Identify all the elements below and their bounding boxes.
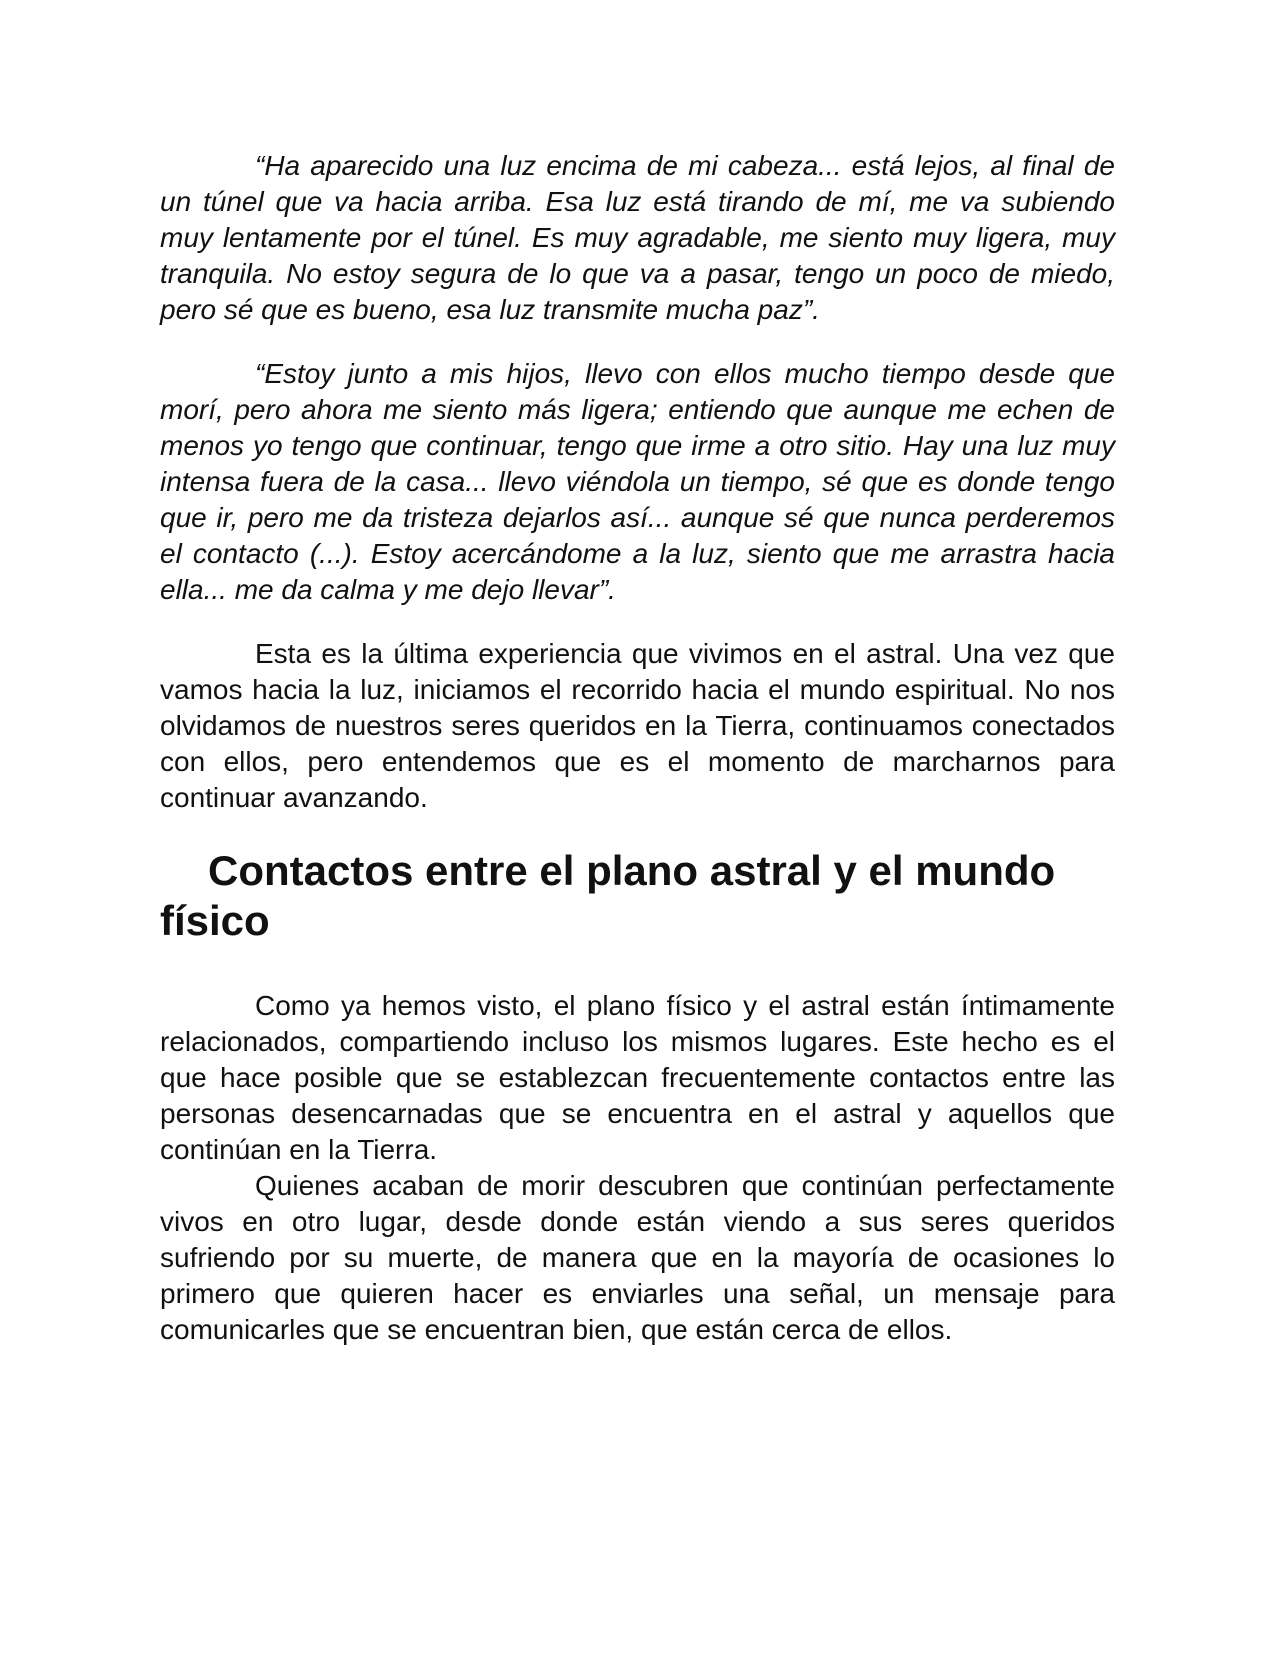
body-paragraph-2: Como ya hemos visto, el plano físico y el astral están íntimamente relacionados, compartiendo incluso los mismos lugares. Este hecho es el que hace posible que se establezcan frecuentemente contactos entre las personas desencarnadas que se encuentra en el astral y aquellos que continúan en la Tierra. [160,990,1115,1165]
document-page [160,148,1115,1348]
body-paragraph-3: Quienes acaban de morir descubren que continúan perfectamente vivos en otro lugar, desde donde están viendo a sus seres queridos sufriendo por su muerte, de manera que en la mayoría de ocasiones lo primero que quieren hacer es enviarles una señal, un mensaje para comunicarles que se encuentran bien, que están cerca de ellos. [160,1170,1115,1345]
section-heading: Contactos entre el plano astral y el mundo físico [160,847,1056,944]
quote-paragraph-2: “Estoy junto a mis hijos, llevo con ellos mucho tiempo desde que morí, pero ahora me siento más ligera; entiendo que aunque me echen de menos yo tengo que continuar, tengo que irme a otro sitio. Hay una luz muy intensa fuera de la casa... llevo viéndola un tiempo, sé que es donde tengo que ir, pero me da tristeza dejarlos así... aunque sé que nunca perderemos el contacto (...). Estoy acercándome a la luz, siento que me arrastra hacia ella... me da calma y me dejo llevar”. [160,358,1115,605]
quote-paragraph-1: “Ha aparecido una luz encima de mi cabeza... está lejos, al final de un túnel que va hacia arriba. Esa luz está tirando de mí, me va subiendo muy lentamente por el túnel. Es muy agradable, me siento muy ligera, muy tranquila. No estoy segura de lo que va a pasar, tengo un poco de miedo, pero sé que es bueno, esa luz transmite mucha paz”. [160,150,1115,325]
body-paragraph-1: Esta es la última experiencia que vivimos en el astral. Una vez que vamos hacia la luz, iniciamos el recorrido hacia el mundo espiritual. No nos olvidamos de nuestros seres queridos en la Tierra, continuamos conectados con ellos, pero entendemos que es el momento de marcharnos para continuar avanzando. [160,638,1115,813]
